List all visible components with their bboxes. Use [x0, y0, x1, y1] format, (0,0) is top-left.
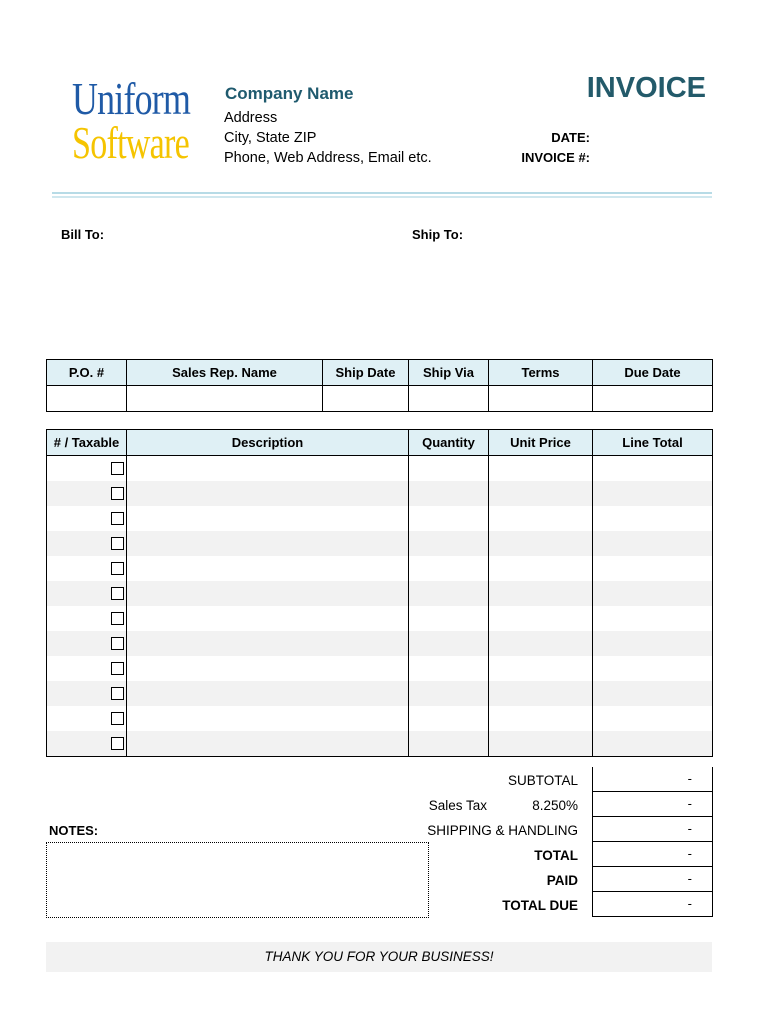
item-header: Quantity	[409, 430, 489, 456]
item-cell[interactable]	[127, 506, 409, 531]
total-value-text: -	[687, 821, 692, 836]
item-cell[interactable]	[409, 506, 489, 531]
item-cell[interactable]	[127, 656, 409, 681]
item-cell[interactable]	[593, 706, 713, 731]
table-row	[47, 506, 713, 531]
item-cell[interactable]	[47, 556, 127, 581]
company-contact: Phone, Web Address, Email etc.	[224, 150, 432, 166]
company-city: City, State ZIP	[224, 130, 317, 146]
logo-uniform: Uniform	[72, 73, 191, 124]
total-value-text: -	[687, 871, 692, 886]
line-items-table	[46, 429, 713, 757]
invoice-title: INVOICE	[586, 72, 706, 104]
item-cell[interactable]	[409, 656, 489, 681]
item-cell[interactable]	[593, 506, 713, 531]
order-info-table	[46, 359, 713, 412]
subtotal-label: SUBTOTAL	[507, 773, 578, 788]
item-cell[interactable]	[409, 581, 489, 606]
order-header: Terms	[489, 360, 593, 386]
table-row	[47, 581, 713, 606]
item-cell[interactable]	[593, 606, 713, 631]
item-cell[interactable]	[127, 706, 409, 731]
total-value	[592, 817, 713, 842]
table-row	[47, 731, 713, 757]
logo-software: Software	[72, 117, 189, 168]
table-row	[47, 681, 713, 706]
item-cell[interactable]	[127, 556, 409, 581]
item-cell[interactable]	[127, 581, 409, 606]
company-name: Company Name	[225, 84, 354, 103]
table-row	[47, 606, 713, 631]
item-cell[interactable]	[47, 481, 127, 506]
item-cell[interactable]	[593, 531, 713, 556]
item-cell[interactable]	[47, 531, 127, 556]
item-header: Unit Price	[489, 430, 593, 456]
order-cell[interactable]	[323, 386, 409, 412]
total-value-text: -	[687, 896, 692, 911]
item-cell[interactable]	[489, 581, 593, 606]
item-cell[interactable]	[593, 681, 713, 706]
divider	[52, 196, 712, 198]
taxable-checkbox[interactable]	[111, 637, 124, 650]
taxable-checkbox[interactable]	[111, 587, 124, 600]
thank-you-footer: THANK YOU FOR YOUR BUSINESS!	[46, 942, 712, 972]
order-header: P.O. #	[47, 360, 127, 386]
item-cell[interactable]	[593, 731, 713, 757]
taxable-checkbox[interactable]	[111, 612, 124, 625]
item-cell[interactable]	[127, 456, 409, 482]
company-address: Address	[224, 110, 278, 126]
taxable-checkbox[interactable]	[111, 462, 124, 475]
order-cell[interactable]	[127, 386, 323, 412]
tax-rate[interactable]: 8.250%	[532, 798, 578, 813]
order-header: Ship Via	[409, 360, 489, 386]
item-cell[interactable]	[127, 681, 409, 706]
ship-to-label: Ship To:	[412, 227, 464, 242]
table-row	[47, 456, 713, 482]
item-cell[interactable]	[127, 481, 409, 506]
item-cell[interactable]	[47, 506, 127, 531]
item-cell[interactable]	[47, 606, 127, 631]
item-cell[interactable]	[489, 731, 593, 757]
item-cell[interactable]	[409, 731, 489, 757]
item-cell[interactable]	[489, 631, 593, 656]
item-cell[interactable]	[127, 631, 409, 656]
taxable-checkbox[interactable]	[111, 562, 124, 575]
item-cell[interactable]	[489, 456, 593, 482]
item-cell[interactable]	[47, 631, 127, 656]
paid-label: PAID	[546, 873, 578, 888]
bill-to-label: Bill To:	[61, 227, 105, 242]
table-row	[47, 531, 713, 556]
item-cell[interactable]	[593, 656, 713, 681]
total-value	[592, 867, 713, 892]
item-cell[interactable]	[47, 681, 127, 706]
table-row	[47, 656, 713, 681]
item-cell[interactable]	[409, 706, 489, 731]
total-due-label: TOTAL DUE	[502, 898, 578, 913]
item-cell[interactable]	[409, 681, 489, 706]
item-cell[interactable]	[489, 656, 593, 681]
item-cell[interactable]	[593, 631, 713, 656]
item-cell[interactable]	[47, 581, 127, 606]
divider	[52, 192, 712, 194]
item-cell[interactable]	[593, 556, 713, 581]
item-cell[interactable]	[409, 606, 489, 631]
table-row	[47, 481, 713, 506]
total-value-text: -	[687, 771, 692, 786]
total-value	[592, 792, 713, 817]
item-cell[interactable]	[47, 456, 127, 482]
item-cell[interactable]	[409, 556, 489, 581]
item-cell[interactable]	[409, 456, 489, 482]
item-header: Description	[127, 430, 409, 456]
date-label: DATE:	[551, 130, 590, 145]
order-header: Due Date	[593, 360, 713, 386]
item-header: # / Taxable	[47, 430, 127, 456]
order-cell[interactable]	[409, 386, 489, 412]
total-value-text: -	[687, 846, 692, 861]
item-cell[interactable]	[47, 656, 127, 681]
item-cell[interactable]	[47, 731, 127, 757]
taxable-checkbox[interactable]	[111, 537, 124, 550]
invoice-number-label: INVOICE #:	[521, 150, 590, 165]
item-cell[interactable]	[489, 481, 593, 506]
item-cell[interactable]	[489, 706, 593, 731]
taxable-checkbox[interactable]	[111, 737, 124, 750]
item-cell[interactable]	[489, 531, 593, 556]
taxable-checkbox[interactable]	[111, 487, 124, 500]
item-cell[interactable]	[127, 531, 409, 556]
item-cell[interactable]	[409, 631, 489, 656]
table-row	[47, 631, 713, 656]
total-value-text: -	[687, 796, 692, 811]
total-label: TOTAL	[534, 848, 578, 863]
taxable-checkbox[interactable]	[111, 712, 124, 725]
item-cell[interactable]	[593, 456, 713, 482]
item-cell[interactable]	[489, 606, 593, 631]
total-value	[592, 892, 713, 917]
shipping-label: SHIPPING & HANDLING	[427, 823, 578, 838]
item-header: Line Total	[593, 430, 713, 456]
notes-label: NOTES:	[49, 823, 99, 838]
item-cell[interactable]	[593, 581, 713, 606]
sales-tax-label: Sales Tax	[428, 798, 487, 813]
table-row	[47, 556, 713, 581]
total-value	[592, 767, 713, 792]
item-cell[interactable]	[127, 731, 409, 757]
order-cell[interactable]	[489, 386, 593, 412]
item-cell[interactable]	[127, 606, 409, 631]
item-cell[interactable]	[489, 506, 593, 531]
item-cell[interactable]	[489, 556, 593, 581]
item-cell[interactable]	[593, 481, 713, 506]
item-cell[interactable]	[409, 531, 489, 556]
item-cell[interactable]	[47, 706, 127, 731]
table-row	[47, 706, 713, 731]
taxable-checkbox[interactable]	[111, 662, 124, 675]
order-cell[interactable]	[593, 386, 713, 412]
order-cell[interactable]	[47, 386, 127, 412]
item-cell[interactable]	[409, 481, 489, 506]
notes-field[interactable]	[46, 842, 429, 918]
order-header: Sales Rep. Name	[127, 360, 323, 386]
order-header: Ship Date	[323, 360, 409, 386]
total-value	[592, 842, 713, 867]
item-cell[interactable]	[489, 681, 593, 706]
taxable-checkbox[interactable]	[111, 687, 124, 700]
taxable-checkbox[interactable]	[111, 512, 124, 525]
